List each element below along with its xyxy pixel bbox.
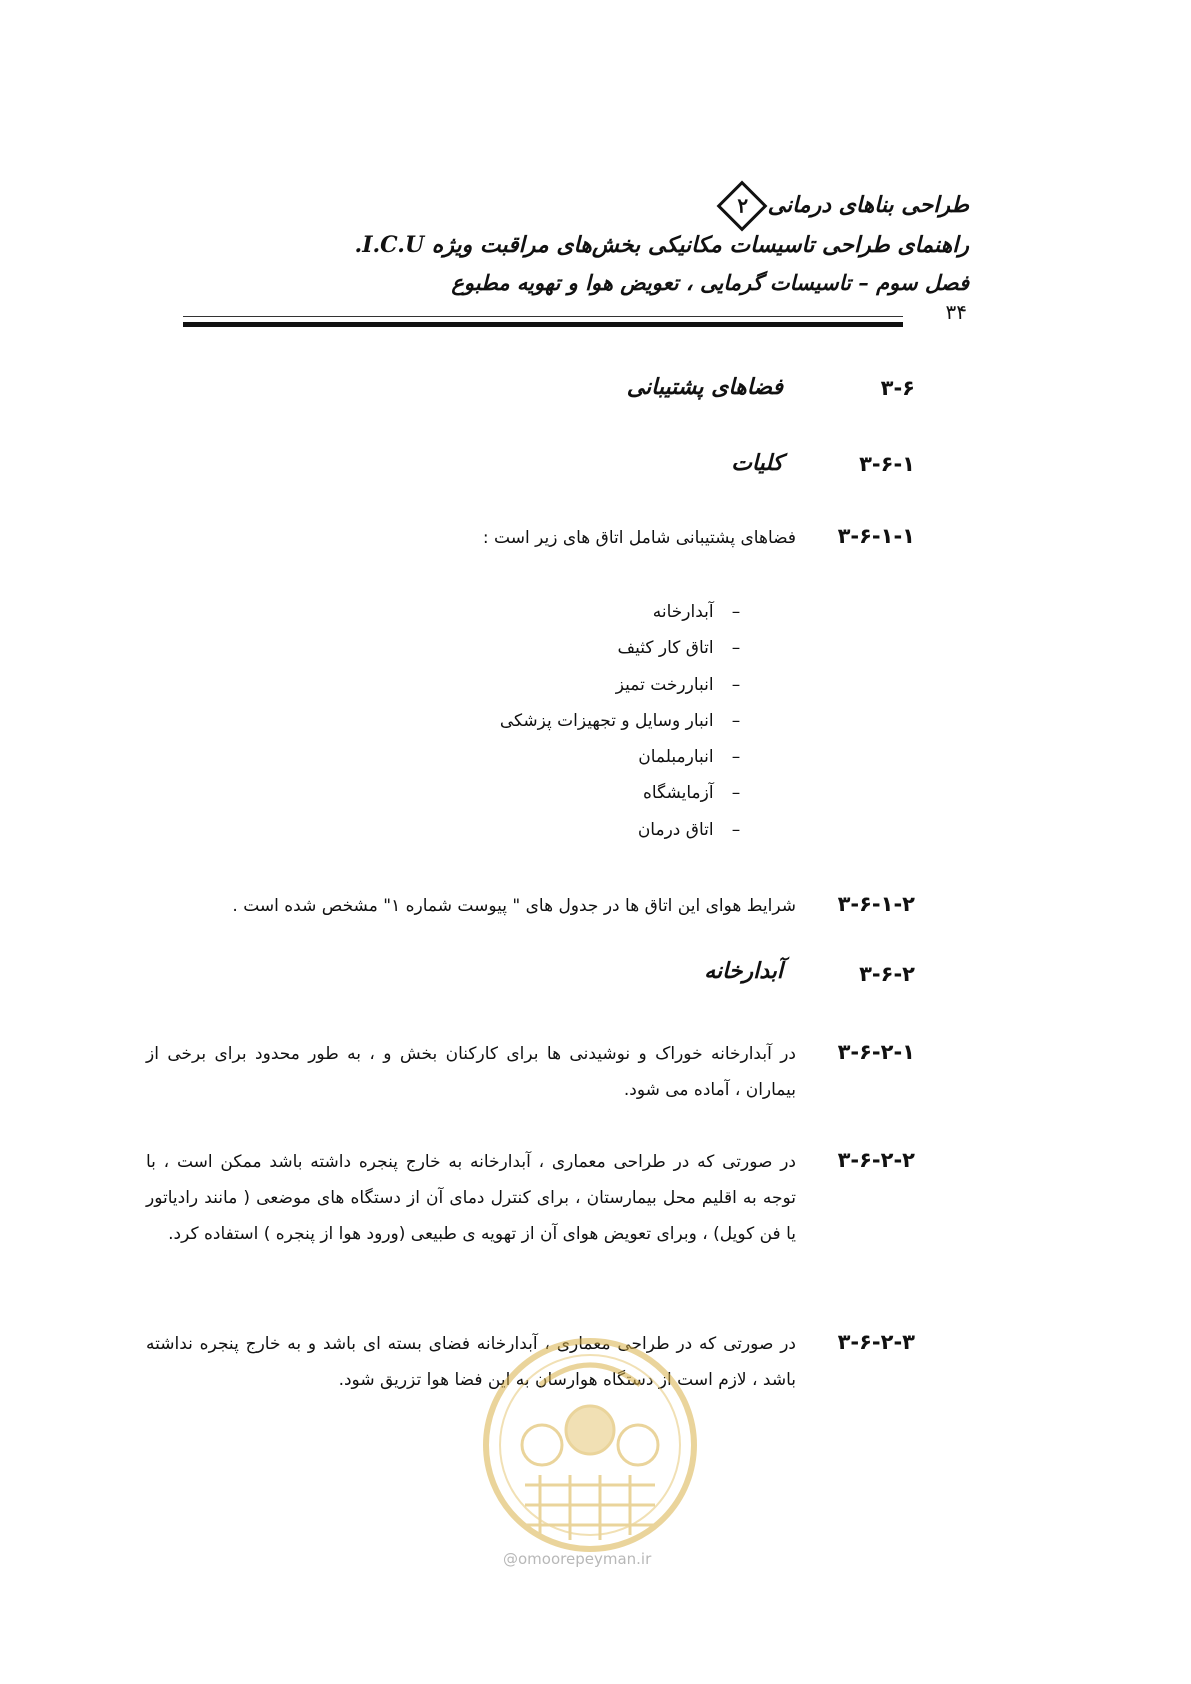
clause-number: ۳-۶-۱-۱ bbox=[837, 524, 915, 548]
page-number: ۳۴ bbox=[945, 300, 967, 324]
list-item: – آزمایشگاه bbox=[643, 783, 741, 804]
section-number: ۳-۶ bbox=[880, 376, 915, 400]
clause-text: شرایط هوای این اتاق ها در جدول های " پیوست شماره ۱" مشخص شده است . bbox=[232, 896, 796, 916]
list-item: – انبارمبلمان bbox=[638, 747, 741, 768]
subsection-title: آبدارخانه bbox=[704, 958, 783, 984]
document-title: راهنمای طراحی تاسیسات مکانیکی بخش‌های مراقبت ویژه I.C.U. bbox=[354, 232, 969, 258]
watermark-url: @omoorepeyman.ir bbox=[503, 1550, 652, 1568]
header-rule-thick bbox=[183, 322, 903, 327]
clause-text: در صورتی که در طراحی معماری ، آبدارخانه به خارج پنجره داشته باشد ممکن است ، با توجه به اقلیم محل بیمارستان ، برای کنترل دمای آن از دستگاه های موضعی ( مانند رادیاتور یا فن کویل) ، وبرای تعویض هوای آن از تهویه ی طبیعی (ورود هوا از پنجره ) استفاده کرد. bbox=[146, 1152, 796, 1244]
document-series-title: طراحی بناهای درمانی ۲ bbox=[209, 188, 969, 224]
clause-text: فضاهای پشتیبانی شامل اتاق های زیر است : bbox=[482, 528, 796, 548]
clause-number: ۳-۶-۲-۲ bbox=[837, 1148, 915, 1172]
watermark-logo bbox=[480, 1335, 700, 1555]
list-item: – اتاق درمان bbox=[637, 819, 741, 840]
subsection-number: ۳-۶-۱ bbox=[859, 452, 915, 476]
subsection-number: ۳-۶-۲ bbox=[859, 962, 915, 986]
list-item: – اتاق کار کثیف bbox=[617, 638, 741, 659]
clause-text: در آبدارخانه خوراک و نوشیدنی ها برای کارکنان بخش و ، به طور محدود برای برخی از بیماران ، آماده می شود. bbox=[146, 1044, 796, 1100]
clause-number: ۳-۶-۱-۲ bbox=[837, 892, 915, 916]
clause-text: در صورتی که در طراحی معماری ، آبدارخانه فضای بسته ای باشد و به خارج پنجره نداشته باشد ، لازم است از دستگاه هوارسان به این فضا هوا تزریق شود. bbox=[146, 1334, 796, 1390]
volume-number-badge: ۲ bbox=[716, 181, 767, 232]
support-rooms-list bbox=[453, 594, 753, 848]
clause-number: ۳-۶-۲-۳ bbox=[837, 1330, 915, 1354]
list-item: – انبار وسایل و تجهیزات پزشکی bbox=[499, 710, 741, 731]
list-item: – انباررخت تمیز bbox=[615, 674, 741, 695]
section-title: فضاهای پشتیبانی bbox=[626, 374, 783, 400]
chapter-title: فصل سوم – تاسیسات گرمایی ، تعویض هوا و تهویه مطبوع bbox=[451, 270, 969, 295]
subsection-title: کلیات bbox=[731, 450, 783, 476]
header-rule-thin bbox=[183, 316, 903, 317]
clause-number: ۳-۶-۲-۱ bbox=[837, 1040, 915, 1064]
list-item: – آبدارخانه bbox=[652, 602, 741, 622]
